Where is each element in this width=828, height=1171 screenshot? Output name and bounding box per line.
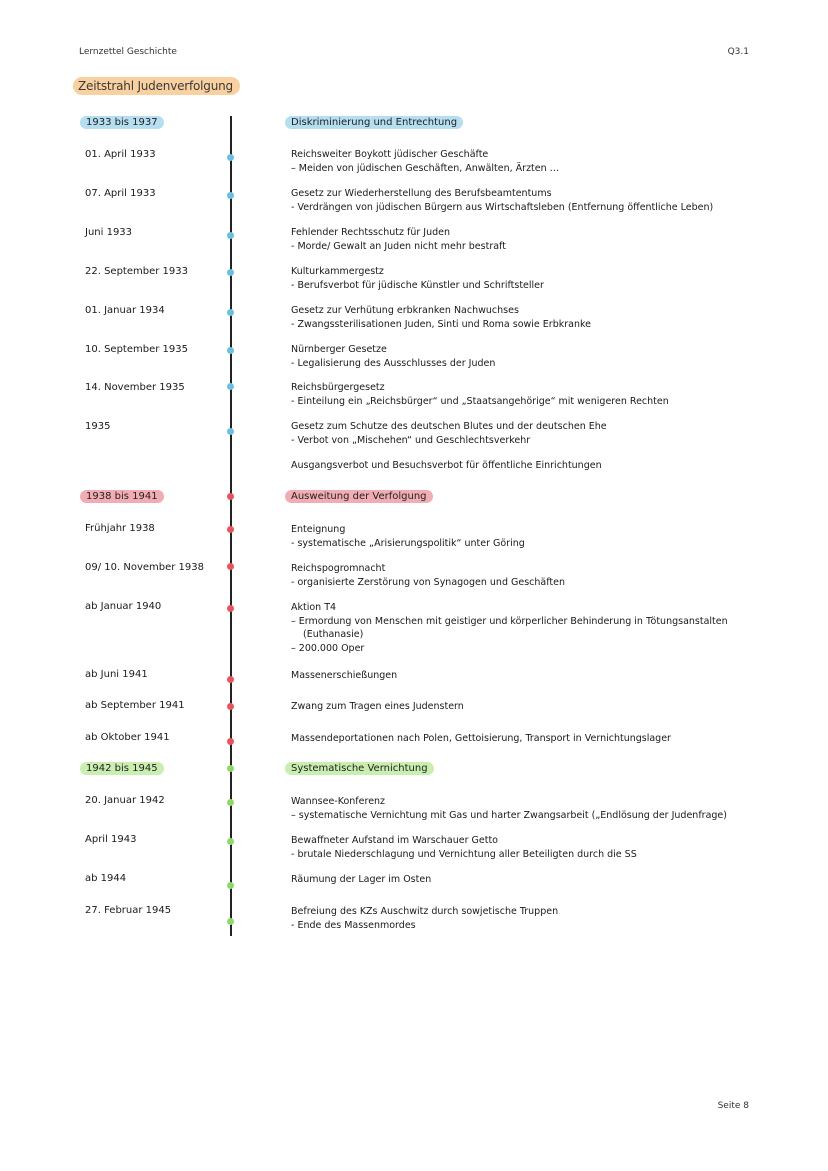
event-date: Frühjahr 1938	[85, 523, 155, 534]
event-title: Massenerschießungen	[291, 670, 398, 681]
timeline-dot	[227, 918, 234, 925]
event-title: Wannsee-Konferenz	[291, 796, 386, 807]
event-date: 07. April 1933	[85, 188, 156, 199]
event-detail: - brutale Niederschlagung und Vernichtung aller Beteiligten durch die SS	[291, 848, 637, 860]
event-title: Aktion T4	[291, 602, 337, 613]
page-header-course: Q3.1	[727, 47, 749, 57]
event-date: ab Juni 1941	[85, 669, 148, 680]
event-date: 1935	[85, 421, 111, 432]
event-description	[291, 148, 731, 175]
event-date: ab 1944	[85, 873, 127, 884]
event-title: Reichspogromnacht	[291, 563, 386, 574]
timeline-dot	[227, 269, 234, 276]
event-description	[291, 834, 731, 861]
event-date: April 1943	[85, 834, 137, 845]
event-detail: - systematische „Arisierungspolitik“ unter Göring	[291, 537, 525, 549]
timeline-dot	[227, 882, 234, 889]
event-detail: - Zwangssterilisationen Juden, Sinti und Roma sowie Erbkranke	[291, 318, 591, 330]
event-detail: - Verbot von „Mischehen“ und Geschlechtsverkehr	[291, 434, 531, 446]
timeline-dot	[227, 563, 234, 570]
event-detail: – systematische Vernichtung mit Gas und harter Zwangsarbeit („Endlösung der Judenfrage)	[291, 809, 727, 821]
page-header-subject: Lernzettel Geschichte	[79, 47, 177, 57]
event-description	[291, 187, 731, 214]
event-title: Befreiung des KZs Auschwitz durch sowjetische Truppen	[291, 906, 559, 917]
event-description	[291, 343, 731, 370]
timeline-dot	[227, 526, 234, 533]
timeline-dot	[227, 703, 234, 710]
event-title: Ausgangsverbot und Besuchsverbot für öffentliche Einrichtungen	[291, 460, 602, 471]
event-detail: - Verdrängen von jüdischen Bürgern aus Wirtschaftsleben (Entfernung öffentliche Leben)	[291, 201, 714, 213]
event-title: Enteignung	[291, 524, 346, 535]
event-detail: - Einteilung ein „Reichsbürger“ und „Staatsangehörige“ mit wenigeren Rechten	[291, 395, 669, 407]
timeline-dot	[227, 838, 234, 845]
phase-heading-2: Ausweitung der Verfolgung	[285, 490, 433, 503]
event-date: 27. Februar 1945	[85, 905, 172, 916]
event-description	[291, 700, 731, 714]
phase-period-1: 1933 bis 1937	[80, 116, 164, 129]
event-title: Räumung der Lager im Osten	[291, 874, 432, 885]
event-description	[291, 265, 731, 292]
event-date: Juni 1933	[85, 227, 133, 238]
event-description	[291, 732, 731, 746]
event-description	[291, 226, 731, 253]
timeline-dot	[227, 154, 234, 161]
event-description	[291, 562, 731, 589]
event-detail: – 200.000 Oper	[291, 642, 365, 654]
phase-period-2: 1938 bis 1941	[80, 490, 164, 503]
event-detail: - Ende des Massenmordes	[291, 919, 416, 931]
timeline-dot	[227, 383, 234, 390]
page-title: Zeitstrahl Judenverfolgung	[73, 77, 240, 95]
event-detail: (Euthanasie)	[303, 629, 364, 640]
event-description	[291, 459, 731, 473]
event-date: 20. Januar 1942	[85, 795, 165, 806]
event-description	[291, 601, 731, 655]
event-description	[291, 873, 731, 887]
event-title: Zwang zum Tragen eines Judenstern	[291, 701, 464, 712]
timeline-dot	[227, 428, 234, 435]
timeline-dot	[227, 192, 234, 199]
event-detail: - Morde/ Gewalt an Juden nicht mehr bestraft	[291, 240, 506, 252]
event-description	[291, 795, 731, 822]
event-title: Nürnberger Gesetze	[291, 344, 387, 355]
timeline-dot	[227, 676, 234, 683]
event-title: Gesetz zum Schutze des deutschen Blutes und der deutschen Ehe	[291, 421, 607, 432]
event-detail: – Meiden von jüdischen Geschäften, Anwälten, Ärzten …	[291, 162, 560, 174]
event-title: Massendeportationen nach Polen, Gettoisierung, Transport in Vernichtungslager	[291, 733, 671, 744]
event-detail: - Legalisierung des Ausschlusses der Juden	[291, 357, 496, 369]
timeline-dot	[227, 799, 234, 806]
page-number: Seite 8	[717, 1101, 749, 1111]
event-title: Bewaffneter Aufstand im Warschauer Getto	[291, 835, 498, 846]
timeline-dot	[227, 347, 234, 354]
event-title: Gesetz zur Wiederherstellung des Berufsbeamtentums	[291, 188, 552, 199]
event-description	[291, 669, 731, 683]
event-date: 01. April 1933	[85, 149, 156, 160]
timeline-dot	[227, 309, 234, 316]
phase-heading-3: Systematische Vernichtung	[285, 762, 434, 775]
event-date: ab Oktober 1941	[85, 732, 170, 743]
event-title: Fehlender Rechtsschutz für Juden	[291, 227, 451, 238]
phase-heading-1: Diskriminierung und Entrechtung	[285, 116, 463, 129]
timeline-dot	[227, 765, 234, 772]
event-date: 14. November 1935	[85, 382, 185, 393]
event-date: 22. September 1933	[85, 266, 188, 277]
event-date: ab September 1941	[85, 700, 185, 711]
event-detail: – Ermordung von Menschen mit geistiger und körperlicher Behinderung in Tötungsanstalten	[291, 615, 728, 627]
event-date: ab Januar 1940	[85, 601, 162, 612]
event-date: 10. September 1935	[85, 344, 188, 355]
timeline-dot	[227, 605, 234, 612]
timeline-dot	[227, 493, 234, 500]
timeline-dot	[227, 232, 234, 239]
event-description	[291, 420, 731, 447]
event-date: 01. Januar 1934	[85, 305, 165, 316]
event-title: Reichsbürgergesetz	[291, 382, 385, 393]
timeline-dot	[227, 738, 234, 745]
event-description	[291, 523, 731, 550]
phase-period-3: 1942 bis 1945	[80, 762, 164, 775]
event-description	[291, 304, 731, 331]
event-detail: - Berufsverbot für jüdische Künstler und Schriftsteller	[291, 279, 544, 291]
event-description	[291, 381, 731, 408]
event-date: 09/ 10. November 1938	[85, 562, 205, 573]
event-description	[291, 905, 731, 932]
event-detail: - organisierte Zerstörung von Synagogen und Geschäften	[291, 576, 565, 588]
event-title: Reichsweiter Boykott jüdischer Geschäfte	[291, 149, 489, 160]
event-title: Gesetz zur Verhütung erbkranken Nachwuchses	[291, 305, 519, 316]
event-title: Kulturkammergestz	[291, 266, 384, 277]
